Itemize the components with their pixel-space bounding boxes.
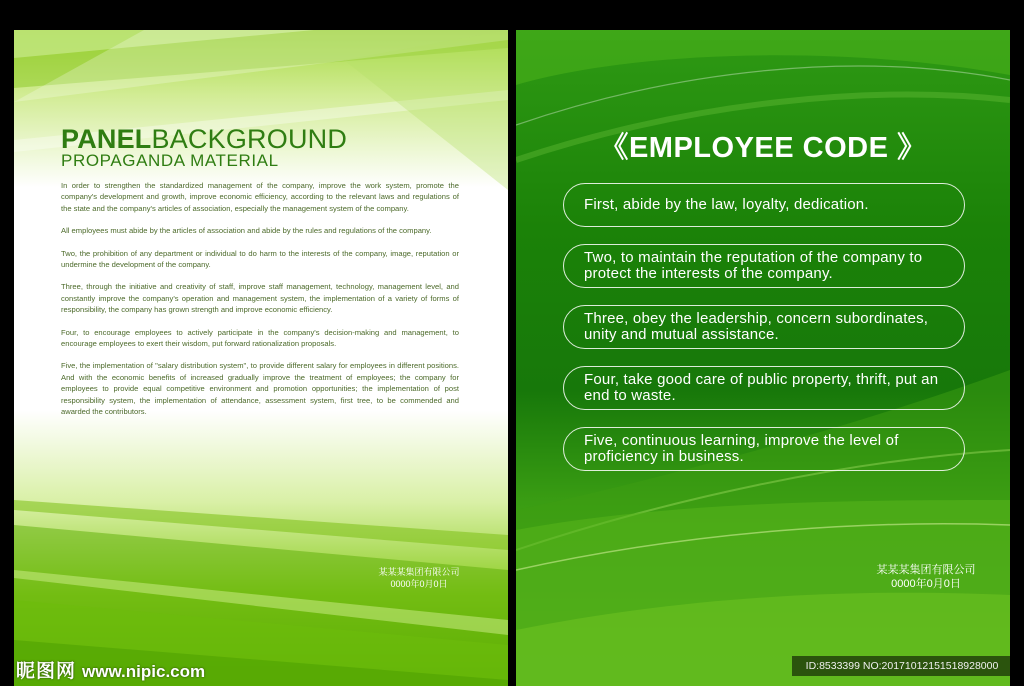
code-item: First, abide by the law, loyalty, dedication. [563, 183, 965, 227]
body-paragraph: In order to strengthen the standardized management of the company, improve the work system, promote the company's development and growth, improve economic efficiency, according to the relevant laws and regulations of the state and the company's articles of association, especially the management system of the company. [61, 181, 459, 213]
panel-title [61, 124, 347, 154]
code-item: Two, to maintain the reputation of the company to protect the interests of the company. [563, 244, 965, 288]
right-panel-footer [846, 563, 1006, 591]
right-panel [516, 30, 1010, 686]
panel-body-text [61, 180, 459, 429]
image-id-watermark: ID:8533399 NO:20171012151518928000 [792, 656, 1012, 676]
nipic-logo-text: 昵图网 [16, 661, 77, 682]
code-item: Three, obey the leadership, concern subordinates, unity and mutual assistance. [563, 305, 965, 349]
body-paragraph: All employees must abide by the articles of association and abide by the rules and regulations of the company. [61, 226, 432, 236]
nipic-site: www.nipic.com [82, 662, 206, 681]
code-item: Four, take good care of public property, thrift, put an end to waste. [563, 366, 965, 410]
employee-code-heading: 《EMPLOYEE CODE 》 [599, 132, 927, 164]
footer-date: 0000年0月0日 [891, 578, 961, 590]
panel-subtitle: PROPAGANDA MATERIAL [61, 151, 279, 170]
panel-title-bold: PANEL [61, 124, 152, 154]
footer-company: 某某某集团有限公司 [876, 564, 976, 576]
panel-title-light: BACKGROUND [151, 124, 348, 154]
footer-company: 某某某集团有限公司 [378, 567, 460, 577]
body-paragraph: Three, through the initiative and creativity of staff, improve staff management, technology, management level, and constantly improve the company's operation and management system, the implementation of a variety of forms of responsibility, the company has grown strength and improve economic efficiency. [61, 282, 459, 315]
nipic-watermark [16, 656, 205, 683]
footer-date: 0000年0月0日 [390, 579, 448, 589]
body-paragraph: Two, the prohibition of any department or individual to do harm to the interests of the company, image, reputation or undermine the development of the company. [61, 248, 459, 270]
left-panel [14, 30, 508, 686]
left-panel-footer [339, 566, 499, 590]
body-paragraph: Five, the implementation of "salary distribution system", to provide different salary for employees in different positions. And with the economic benefits of increased gradually improve the treatment of employees; the company for employees to provide equal competitive environment and promotion opportunities; the implementation of post responsibility system, the implementation of attendance, assessment system, first tree, to be commended and awarded the contributors. [61, 361, 459, 417]
body-paragraph: Four, to encourage employees to actively participate in the company's decision-making and management, to encourage employees to exert their wisdom, put forward rationalization proposals. [61, 327, 459, 349]
code-item: Five, continuous learning, improve the level of proficiency in business. [563, 427, 965, 471]
